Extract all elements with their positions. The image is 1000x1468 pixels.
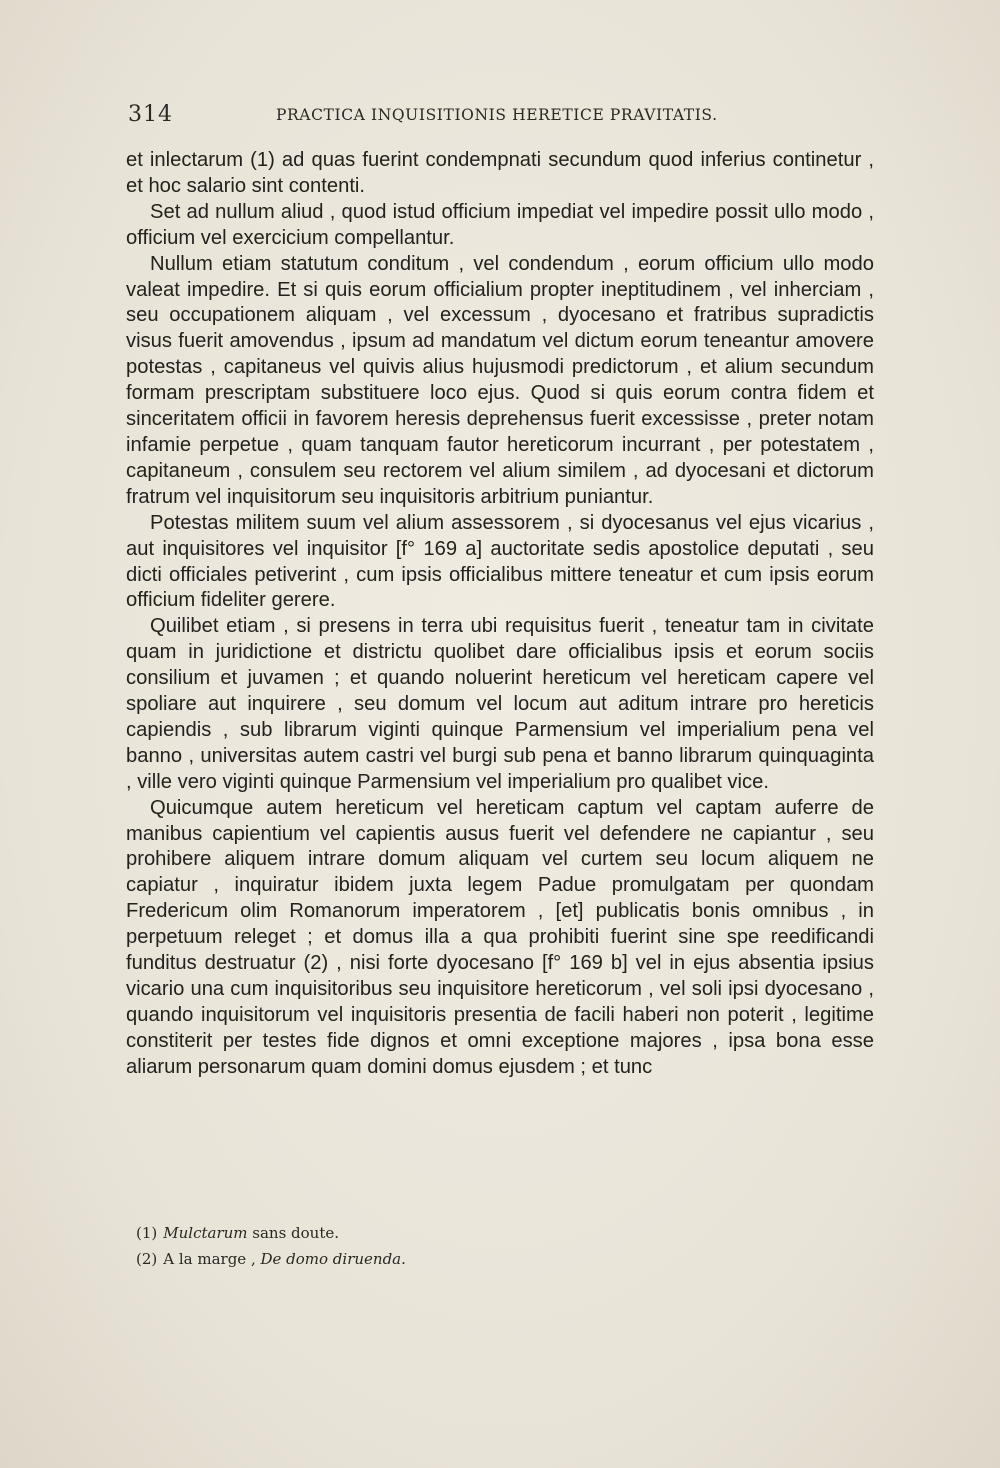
footnote-2 bbox=[136, 1246, 836, 1272]
paragraph-2: Set ad nullum aliud , quod istud officium impediat vel impedire possit ullo modo , officium vel exercicium compellantur. bbox=[126, 200, 874, 249]
footnote-mark: (1) bbox=[136, 1224, 158, 1242]
footnote-italic-text: Mulctarum bbox=[163, 1224, 248, 1242]
body-text bbox=[126, 148, 874, 1081]
footnote-mark: (2) bbox=[136, 1250, 158, 1268]
paragraph-4: Potestas militem suum vel alium assessorem , si dyocesanus vel ejus vicarius , aut inquisitores vel inquisitor [f° 169 a] auctoritate sedis apostolice deputati , seu dicti officiales petiverint , cum ipsis officialibus mittere teneatur et cum ipsis eorum officium fideliter gerere. bbox=[126, 511, 874, 612]
footnote-1 bbox=[136, 1220, 836, 1246]
footnotes bbox=[136, 1220, 836, 1272]
page-number: 314 bbox=[128, 102, 173, 127]
running-title: PRACTICA INQUISITIONIS HERETICE PRAVITATIS. bbox=[276, 106, 718, 124]
footnote-text: A la marge , bbox=[163, 1250, 261, 1268]
paragraph-3: Nullum etiam statutum conditum , vel condendum , eorum officium ullo modo valeat impedire. Et si quis eorum officialium propter ineptitudinem , vel inherciam , seu occupationem aliquam , vel excessum , dyocesano et fratribus supradictis visus fuerit amovendus , ipsum ad mandatum vel dictum eorum teneantur amovere potestas , capitaneus vel quivis alius hujusmodi predictorum , et alium secundum formam prescriptam substituere loco ejus. Quod si quis eorum contra fidem et sinceritatem officii in favorem heresis deprehensus fuerit excessisse , preter notam infamie perpetue , quam tanquam fautor hereticorum incurrant , per potestatem , capitaneum , consulem seu rectorem vel alium similem , ad dyocesani et dictorum fratrum vel inquisitorum seu inquisitoris arbitrium puniantur. bbox=[126, 252, 874, 508]
page-header bbox=[128, 102, 872, 132]
paragraph-6: Quicumque autem hereticum vel hereticam captum vel captam auferre de manibus capientium vel capientis ausus fuerit vel defendere ne capiantur , seu prohibere aliquem intrare domum aliquam vel curtem seu locum aliquem ne capiatur , inquiratur ibidem juxta legem Padue promulgatam per quondam Fredericum olim Romanorum imperatorem , [et] publicatis bonis omnibus , in perpetuum releget ; et domus illa a qua prohibiti fuerint sine spe reedificandi funditus destruatur (2) , nisi forte dyocesano [f° 169 b] vel in ejus absentia ipsius vicario una cum inquisitoribus seu inquisitore hereticorum , vel soli ipsi dyocesano , quando inquisitorum vel inquisitoris presentia de facili haberi non poterit , legitime constiterit per testes fide dignos et omni exceptione majores , ipsa bona esse aliarum personarum quam domini domus ejusdem ; et tunc bbox=[126, 796, 874, 1078]
footnote-text: sans doute. bbox=[247, 1224, 340, 1242]
paragraph-1: et inlectarum (1) ad quas fuerint condempnati secundum quod inferius continetur , et hoc salario sint contenti. bbox=[126, 149, 874, 197]
paragraph-5: Quilibet etiam , si presens in terra ubi requisitus fuerit , teneatur tam in civitate quam in juridictione et districtu quolibet dare officialibus ipsis et eorum sociis consilium et juvamen ; et quando noluerint hereticum vel hereticam capere vel spoliare aut inquirere , seu domum vel locum aut aditum intrare pro hereticis capiendis , sub librarum viginti quinque Parmensium vel imperialium pena vel banno , universitas autem castri vel burgi sub pena et banno librarum quinquaginta , ville vero viginti quinque Parmensium vel imperialium pro qualibet vice. bbox=[126, 615, 874, 793]
footnote-italic-text: De domo diruenda. bbox=[260, 1250, 406, 1268]
